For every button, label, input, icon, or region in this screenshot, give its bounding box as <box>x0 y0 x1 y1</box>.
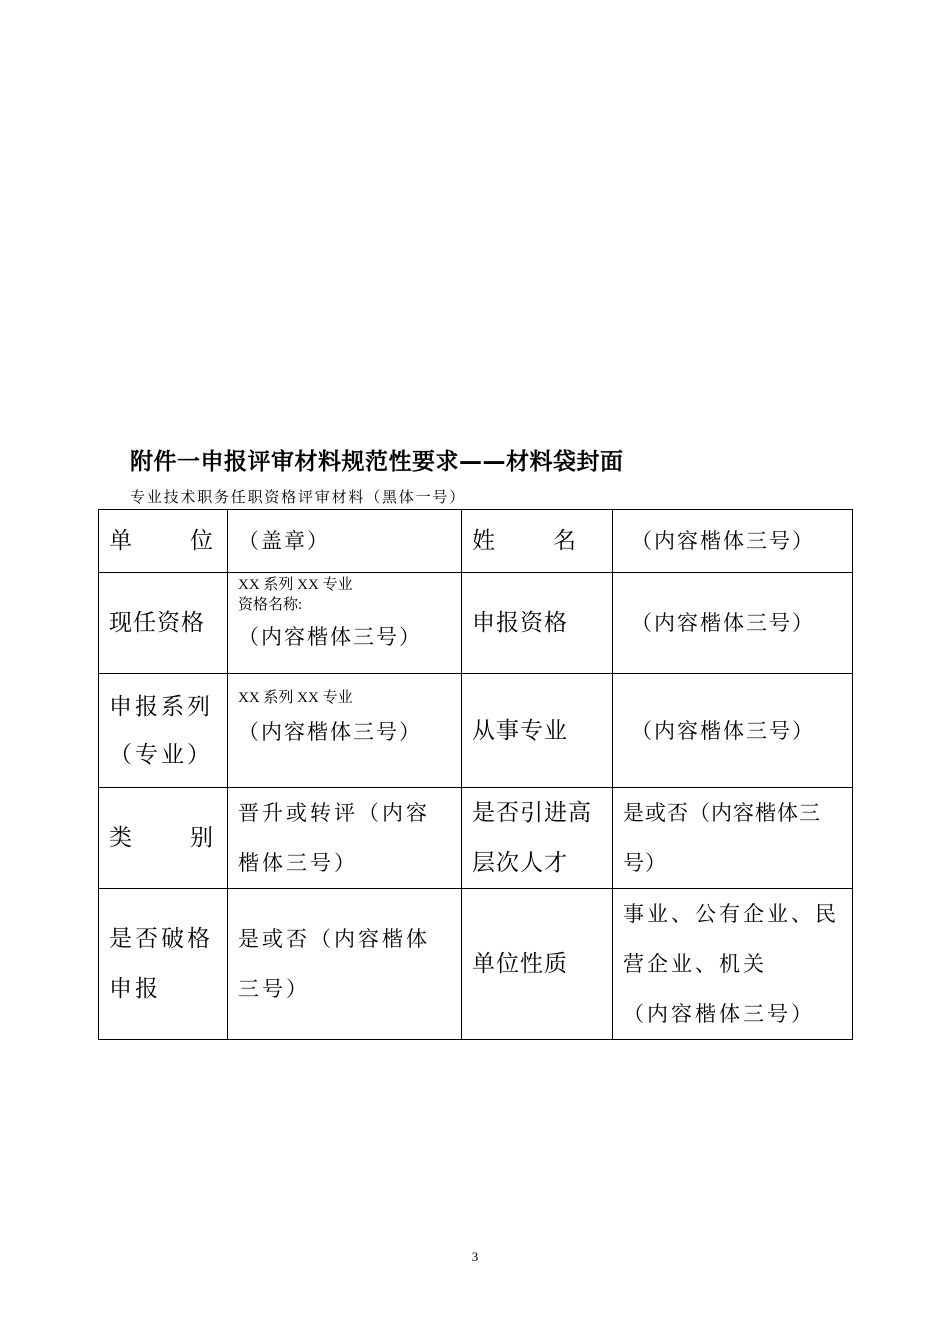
value-current-qualification: XX 系列 XX 专业 资格名称: （内容楷体三号） <box>228 573 462 674</box>
table-row <box>99 674 853 788</box>
document-subtitle: 专业技术职务任职资格评审材料（黑体一号） <box>130 488 467 506</box>
label-category: 类 别 <box>99 788 228 889</box>
value-engaged-specialty: （内容楷体三号） <box>613 674 853 788</box>
label-engaged-specialty: 从事专业 <box>462 674 613 788</box>
table-row <box>99 788 853 889</box>
value-applied-qualification: （内容楷体三号） <box>613 573 853 674</box>
label-name: 姓 名 <box>462 510 613 573</box>
value-name: （内容楷体三号） <box>613 510 853 573</box>
table-row <box>99 889 853 1040</box>
document-title: 附件一申报评审材料规范性要求——材料袋封面 <box>130 449 624 475</box>
label-applied-series: 申报系列 （专业） <box>99 674 228 788</box>
cover-form-table <box>98 509 853 1040</box>
page-number: 3 <box>471 1249 479 1264</box>
table-row <box>99 573 853 674</box>
label-exceptional-application: 是否破格 申报 <box>99 889 228 1040</box>
value-applied-series: XX 系列 XX 专业 （内容楷体三号） <box>228 674 462 788</box>
label-unit-nature: 单位性质 <box>462 889 613 1040</box>
value-category: 晋升或转评（内容 楷体三号） <box>228 788 462 889</box>
label-applied-qualification: 申报资格 <box>462 573 613 674</box>
value-high-level-talent: 是或否（内容楷体三 号） <box>613 788 853 889</box>
table-row <box>99 510 853 573</box>
label-current-qualification: 现任资格 <box>99 573 228 674</box>
value-unit-nature: 事业、公有企业、民 营企业、机关 （内容楷体三号） <box>613 889 853 1040</box>
label-unit: 单 位 <box>99 510 228 573</box>
value-unit: （盖章） <box>228 510 462 573</box>
value-exceptional-application: 是或否（内容楷体 三号） <box>228 889 462 1040</box>
label-high-level-talent: 是否引进高 层次人才 <box>462 788 613 889</box>
